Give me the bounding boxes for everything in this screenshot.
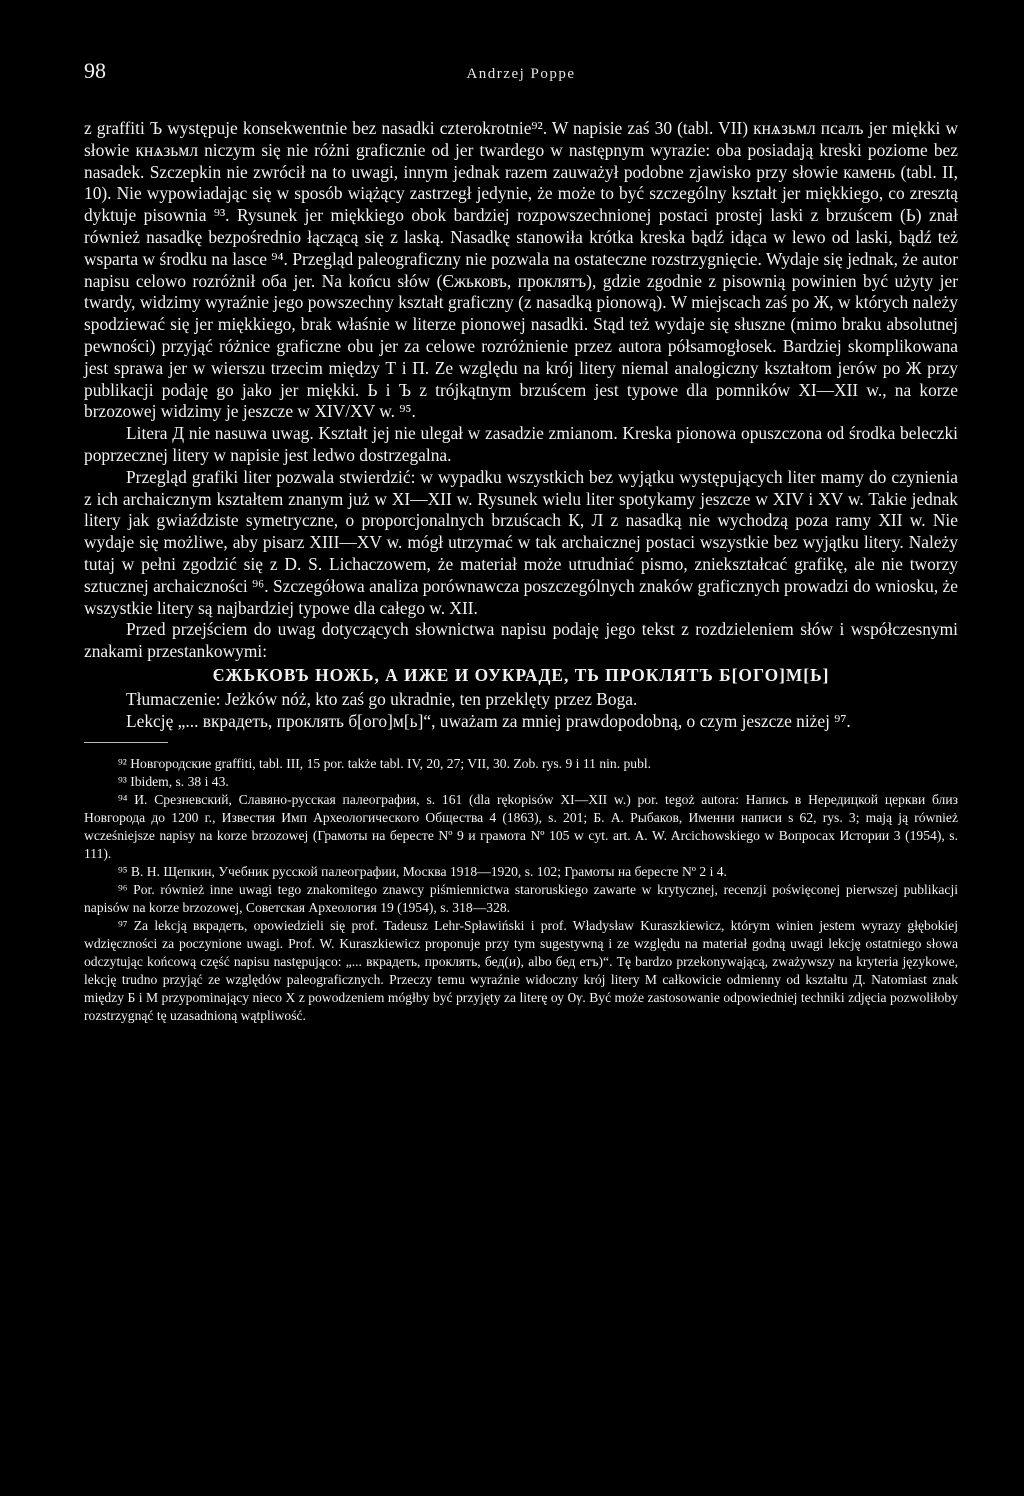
paragraph-3: Przegląd grafiki liter pozwala stwierdzić: w wypadku wszystkich bez wyjątku występujących liter mamy do czynienia z ich archaicznym kształtem znanym już w XI—XII w. Rysunek wielu liter spotykamy jeszcze w XIV i XV w. Takie jednak litery jak gwiaździste symetryczne, o proporcjonalnych brzuścach К, Л z nasadką nie wychodzą poza ramy XII w. Nie wydaje się możliwe, aby pisarz XIII—XV w. mógł utrzymać w tak archaicznej postaci wszystkie bez wyjątku litery. Należy tutaj w pełni zgodzić się z D. S. Lichaczowem, że materiał może utrudniać pismo, zniekształcać grafikę, ale nie tworzy sztucznej archaiczności ⁹⁶. Szczegółowa analiza porównawcza poszczególnych znaków graficznych prowadzi do wniosku, że wszystkie litery są najbardziej typowe dla całego w. XII. <box>84 466 958 618</box>
footnote-93: ⁹³ Ibidem, s. 38 i 43. <box>118 774 229 790</box>
footnote-95: ⁹⁵ В. Н. Щепкин, Учебник русской палеографии, Москва 1918—1920, s. 102; Грамоты на бересте Nº 2 i 4. <box>118 864 727 880</box>
page-number: 98 <box>84 58 106 83</box>
running-head: Andrzej Poppe <box>466 66 576 82</box>
footnote-divider <box>84 742 168 743</box>
footnote-97: ⁹⁷ Za lekcją вкрадеть, opowiedzieli się prof. Tadeusz Lehr-Spławiński i prof. Władysław Kuraszkiewicz, którym winien jestem wyrazy głębokiej wdzięczności za poczynione uwagi. Prof. W. Kuraszkiewicz proponuje przy tym sugestywną i ze względu na materiał godną uwagi lekcję ostatniego słowa odczytując końcową część napisu następująco: „... вкрадеть, проклять, бед(и), albo бед етъ)“. Tę bardzo przekonywającą, zważywszy na kryteria językowe, lekcję trudno przyjąć ze względów paleograficznych. Przeczy temu wyraźnie widoczny krój litery М całkowicie odmienny od kształtu Д. Natomiast znak między Б i М przypominający nieco Х z powodzeniem mógłby być przyjęty za literę оу Ѹ. Być może zastosowanie odpowiedniej techniki zdjęcia pozwoliłoby rozstrzygnąć tę uzasadnioną wątpliwość. <box>84 918 958 1024</box>
footnotes <box>84 755 958 1025</box>
footnote-94: ⁹⁴ И. Срезневский, Славяно-русская палеография, s. 161 (dla rękopisów XI—XII w.) por. tegoż autora: Напись в Нередицкой церкви близ Новгорода до 1200 г., Известия Имп Археологического Общества 4 (1863), s. 201; Б. А. Рыбаков, Именни написи s 62, rys. 3; mają ją również wcześniejsze napisy na korze brzozowej (Грамоты на бересте Nº 9 и грамота Nº 105 w cyt. art. A. W. Arciсhowskiego w Вопросах Истории 3 (1954), s. 111). <box>84 792 958 862</box>
paragraph-2: Litera Д nie nasuwa uwag. Kształt jej nie ulegał w zasadzie zmianom. Kreska pionowa opuszczona od środka beleczki poprzecznej litery w napisie jest ledwo dostrzegalna. <box>84 423 958 465</box>
footnote-96: ⁹⁶ Por. również inne uwagi tego znakomitego znawcy piśmiennictwa staroruskiego zawarte w krytycznej, recenzji poświęconej pierwszej publikacji napisów na korze brzozowej, Советская Археология 19 (1954), s. 318—328. <box>84 882 958 916</box>
body-text <box>84 118 958 732</box>
paragraph-1: z graffiti Ъ występuje konsekwentnie bez nasadki czterokrotnie⁹². W napisie zaś 30 (tabl. VII) кнѧзьмл псалъ jer miękki w słowie кнѧзьмл niczym się nie różni graficznie od jer twardego w następnym wyrazie: oba posiadają kreski poziome bez nasadek. Szczepkin nie zwrócił na to uwagi, innym jednak razem zauważył podobne zjawisko przy słowie камень (tabl. II, 10). Nie wypowiadając się w sposób wiążący zastrzegł jedynie, że może to być szczególny kształt jer miękkiego, co zresztą dyktuje pisownia ⁹³. Rysunek jer miękkiego obok bardziej rozpowszechnionej postaci prostej laski z brzuścem (Ь) znał również nasadkę bezpośrednio łączącą się z laską. Nasadkę stanowiła krótka kreska bądź idąca w lewo od laski, bądź też wsparta w środku na lasce ⁹⁴. Przegląd paleograficzny nie pozwala na ostateczne rozstrzygnięcie. Wydaje się jednak, że autor napisu celowo rozróżnił oба jer. Na końcu słów (Єжьковъ, проклятъ), gdzie zgodnie z pisownią powinien być użyty jer twardy, widzimy wyraźnie jego powszechny kształt graficzny (z nasadką pionową). W miejscach zaś po Ж, w których należy spodziewać się jer miękkiego, brak właśnie w literze pionowej nasadki. Stąd też wydaje się słuszne (mimo braku absolutnej pewności) przyjąć różnice graficzne obu jer za celowe rozróżnienie przez autora półsamogłosek. Bardziej skomplikowana jest sprawa jer w wierszu trzecim między Т i П. Ze względu na krój litery niemal analogiczny kształtom jerów po Ж przy publikacji podaję go jako jer miękki. Ь i Ъ z trójkątnym brzuścem jest typowe dla pomników XI—XII w., na korze brzozowej widzimy je jeszcze w XIV/XV w. ⁹⁵. <box>84 118 958 422</box>
paragraph-4: Przed przejściem do uwag dotyczących słownictwa napisu podaję jego tekst z rozdzieleniem słów i współczesnymi znakami przestankowymi: <box>84 619 958 662</box>
page-header <box>84 58 958 92</box>
inscription-text: ЄЖЬКОВЪ НОЖЬ, А ИЖЕ И ОУКРАДЕ, ТЬ ПРОКЛЯТЪ Б[ОГО]М[Ь] <box>212 664 830 685</box>
reading-text: Lekcję „... вкрадеть, проклять б[ого]м[ь]“, uważam za mniej prawdopodobną, o czym jeszcze niżej ⁹⁷. <box>126 710 851 731</box>
translation-text: Tłumaczenie: Jeżków nóż, kto zaś go ukradnie, ten przeklęty przez Boga. <box>126 688 638 709</box>
footnote-92: ⁹² Новгородские graffiti, tabl. III, 15 por. także tabl. IV, 20, 27; VII, 30. Zob. rys. 9 i 11 nin. publ. <box>118 756 652 772</box>
